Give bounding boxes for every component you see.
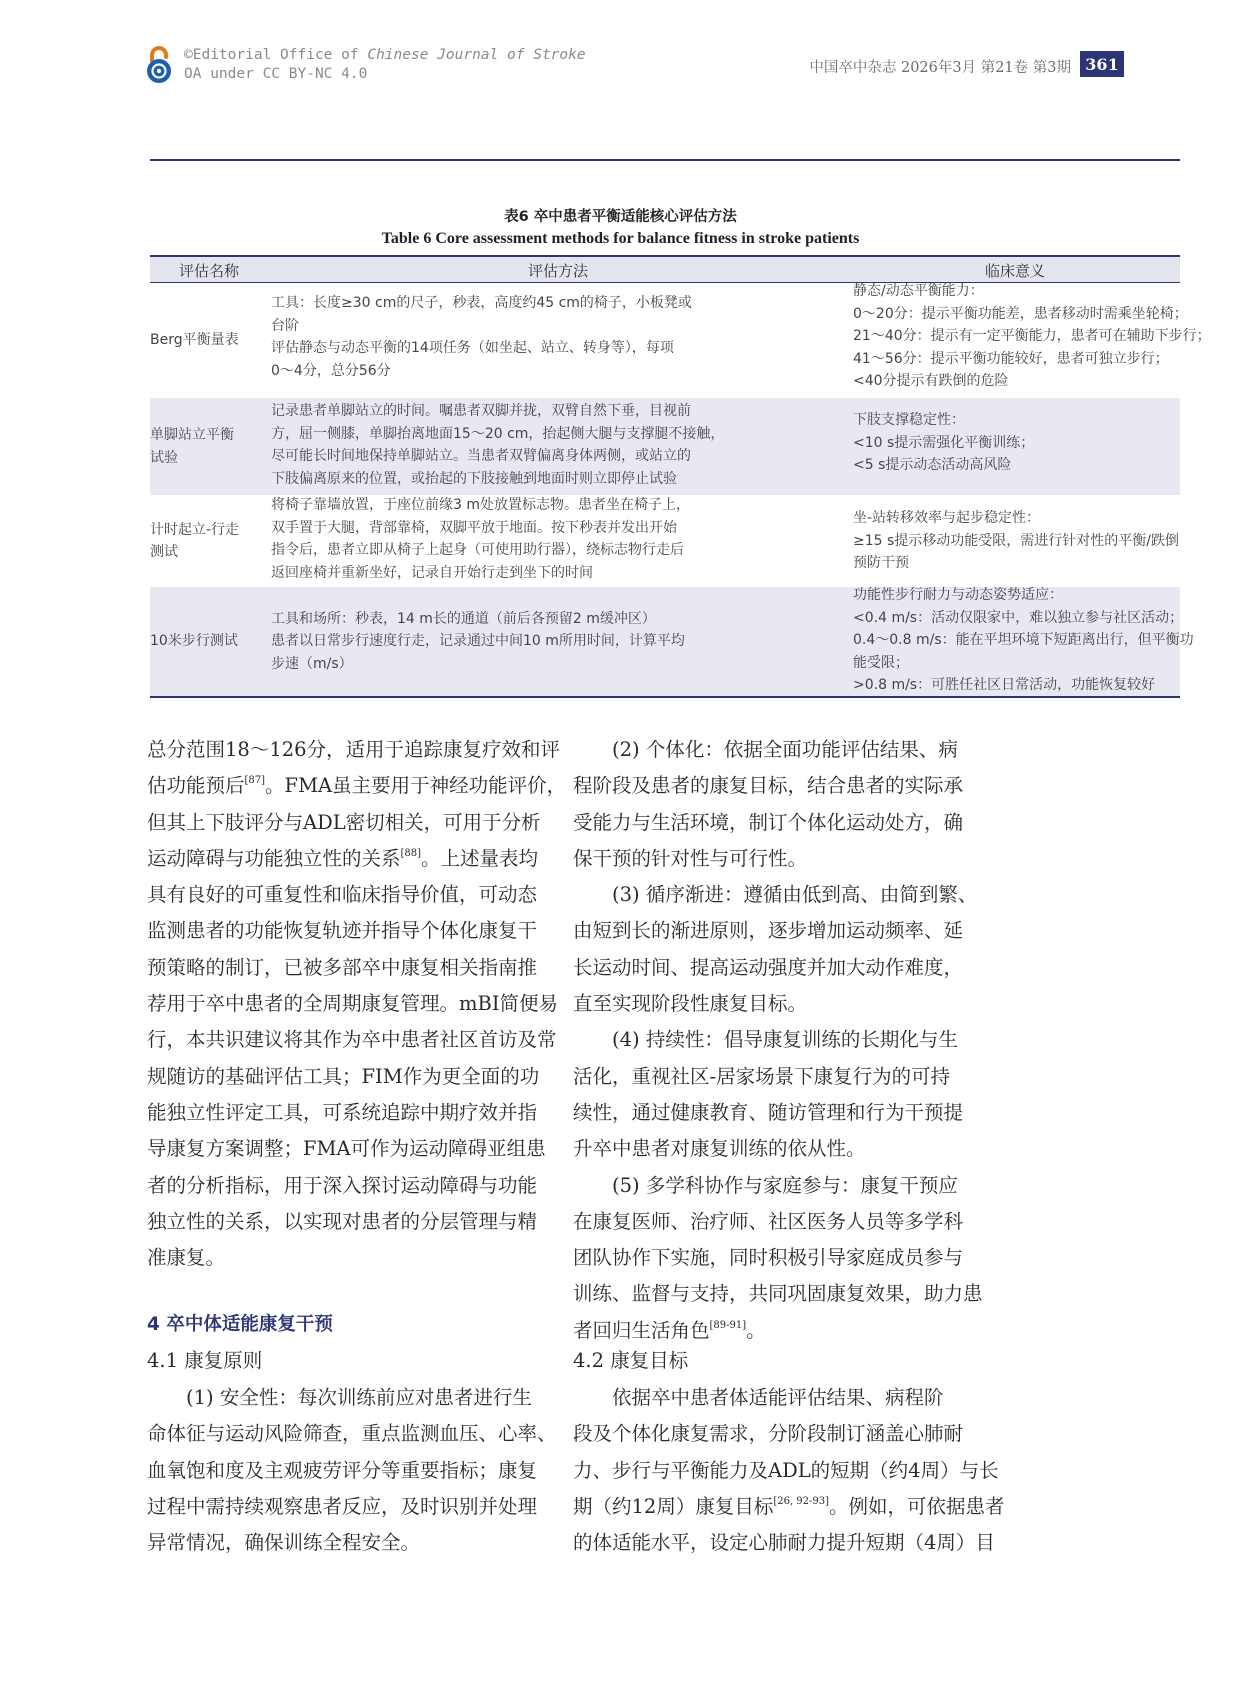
text-run: 直至实现阶段性康复目标。 xyxy=(573,992,808,1016)
text-run: 续性，通过健康教育、随访管理和行为干预提 xyxy=(573,1100,964,1124)
left-column-text-2 xyxy=(147,1380,557,1561)
meaning-line: 静态/动态平衡能力： xyxy=(853,283,984,299)
text-run: 血氧饱和度及主观疲劳评分等重要指标；康复 xyxy=(147,1458,538,1482)
method-line: 方，屈一侧膝，单脚抬离地面15～20 cm，抬起侧大腿与支撑腿不接触， xyxy=(271,425,725,442)
citation-ref: [89-91] xyxy=(709,1319,747,1331)
method-line: 双手置于大腿，背部靠椅，双脚平放于地面。按下秒表并发出开始 xyxy=(271,519,677,536)
row-meaning-cell xyxy=(853,495,1179,587)
table-header-row xyxy=(150,255,1180,283)
meaning-line: 21～40分：提示有一定平衡能力，患者可在辅助下步行； xyxy=(853,328,1211,344)
column-header-meaning: 临床意义 xyxy=(984,261,1045,280)
text-line xyxy=(573,1240,983,1276)
text-run: 由短到长的渐进原则，逐步增加运动频率、延 xyxy=(573,919,964,943)
text-line xyxy=(573,1276,983,1312)
text-run: 。例如，可依据患者 xyxy=(829,1494,1005,1518)
method-line: 下肢偏离原来的位置，或抬起的下肢接触到地面时则立即停止试验 xyxy=(271,470,677,487)
citation-ref: [88] xyxy=(400,847,422,859)
row-name-cell xyxy=(150,398,268,495)
text-line xyxy=(147,732,566,768)
text-line xyxy=(573,841,983,877)
text-run: 导康复方案调整；FMA可作为运动障碍亚组患 xyxy=(147,1137,546,1161)
text-run: 。 xyxy=(746,1318,766,1342)
text-line xyxy=(573,913,983,949)
table-row xyxy=(150,283,1211,398)
text-line xyxy=(573,1525,1005,1561)
method-line: 工具：长度≥30 cm的尺子，秒表，高度约45 cm的椅子，小板凳或 xyxy=(271,295,692,311)
meaning-line: <5 s提示动态活动高风险 xyxy=(853,457,1012,474)
row-name-line: 单脚站立平衡 xyxy=(150,427,234,443)
text-run: 升卒中患者对康复训练的依从性。 xyxy=(573,1137,866,1161)
subsection-heading: 4.1 康复原则 xyxy=(147,1349,263,1372)
text-run: 。FMA虽主要用于神经功能评价， xyxy=(265,774,567,798)
text-line xyxy=(573,1453,1005,1489)
text-run: 总分范围18～126分，适用于追踪康复疗效和评 xyxy=(147,738,561,761)
text-run: 能独立性评定工具，可系统追踪中期疗效并指 xyxy=(147,1100,538,1124)
text-line xyxy=(147,768,566,804)
text-line xyxy=(573,1380,1005,1416)
section-heading: 4 卒中体适能康复干预 xyxy=(147,1314,333,1335)
text-line xyxy=(147,1453,557,1489)
citation-ref: [26, 92-93] xyxy=(773,1495,830,1507)
meaning-line: 坐-站转移效率与起步稳定性： xyxy=(853,510,1041,527)
row-name-line: 计时起立-行走 xyxy=(150,521,240,538)
table-caption-cn: 表6 卒中患者平衡适能核心评估方法 xyxy=(504,209,737,225)
method-line: 将椅子靠墙放置，于座位前缘3 m处放置标志物。患者坐在椅子上， xyxy=(271,497,690,513)
text-run: 团队协作下实施，同时积极引导家庭成员参与 xyxy=(573,1246,964,1270)
text-run: 异常情况，确保训练全程安全。 xyxy=(147,1531,421,1555)
method-line: 记录患者单脚站立的时间。嘱患者双脚并拢，双臂自然下垂，目视前 xyxy=(271,403,691,419)
text-line xyxy=(147,1204,566,1240)
text-line xyxy=(147,1022,566,1058)
citation-ref: [87] xyxy=(244,775,266,787)
text-run: 但其上下肢评分与ADL密切相关，可用于分析 xyxy=(147,810,541,834)
row-name-line: 测试 xyxy=(150,544,178,560)
text-line xyxy=(147,1380,557,1416)
text-line xyxy=(147,805,566,841)
text-line xyxy=(573,1095,983,1131)
meaning-line: <10 s提示需强化平衡训练； xyxy=(853,434,1035,451)
method-line: 尽可能长时间地保持单脚站立。当患者双臂偏离身体两侧，或站立的 xyxy=(271,448,691,464)
method-line: 指令后，患者立即从椅子上起身（可使用助行器），绕标志物行走后 xyxy=(271,542,684,558)
text-run: 期（约12周）康复目标 xyxy=(573,1494,774,1518)
method-line: 返回座椅并重新坐好，记录自开始行走到坐下的时间 xyxy=(271,564,593,581)
text-run: 活化，重视社区-居家场景下康复行为的可持 xyxy=(573,1064,951,1088)
text-run: (5) 多学科协作与家庭参与：康复干预应 xyxy=(612,1173,958,1197)
text-line xyxy=(573,1313,983,1349)
meaning-line: 41～56分：提示平衡功能较好，患者可独立步行； xyxy=(853,350,1169,367)
text-line xyxy=(147,1168,566,1204)
text-line xyxy=(573,1022,983,1058)
text-run: 训练、监督与支持，共同巩固康复效果，助力患 xyxy=(573,1282,983,1306)
license-text: OA under CC BY-NC 4.0 xyxy=(184,66,368,82)
text-run: 者的分析指标，用于深入探讨运动障碍与功能 xyxy=(147,1173,538,1197)
text-run: 力、步行与平衡能力及ADL的短期（约4周）与长 xyxy=(573,1458,999,1482)
row-name-line: 试验 xyxy=(150,449,178,466)
column-header-name: 评估名称 xyxy=(178,261,239,280)
text-run: 荐用于卒中患者的全周期康复管理。mBI简便易 xyxy=(147,992,559,1016)
meaning-line: ≥15 s提示移动功能受限，需进行针对性的平衡/跌倒 xyxy=(853,532,1180,549)
right-column-text xyxy=(573,732,983,1349)
meaning-line: <0.4 m/s：活动仅限家中，难以独立参与社区活动； xyxy=(853,609,1184,626)
header-citation: 中国卒中杂志 2026年3月 第21卷 第3期 xyxy=(809,60,1071,76)
table-row xyxy=(150,495,1180,587)
header-rule xyxy=(150,159,1180,161)
meaning-line: 下肢支撑稳定性： xyxy=(853,412,965,429)
text-run: 命体征与运动风险筛查，重点监测血压、心率、 xyxy=(147,1422,557,1446)
method-line: 评估静态与动态平衡的14项任务（如坐起、站立、转身等），每项 xyxy=(271,340,674,356)
table-row xyxy=(150,398,1180,495)
left-column-text xyxy=(147,732,566,1276)
text-run: (3) 循序渐进：遵循由低到高、由简到繁、 xyxy=(612,883,978,907)
row-name-cell xyxy=(150,495,268,587)
row-meaning-cell xyxy=(853,280,1211,393)
row-name-cell xyxy=(150,587,268,696)
row-meaning-cell xyxy=(853,584,1194,697)
open-access-lock-icon xyxy=(144,44,174,84)
text-run: 。上述量表均 xyxy=(421,846,539,870)
method-line: 工具和场所：秒表，14 m长的通道（前后各预留2 m缓冲区） xyxy=(271,610,656,627)
text-line xyxy=(573,1131,983,1167)
text-line xyxy=(147,1131,566,1167)
text-run: 段及个体化康复需求，分阶段制订涵盖心肺耐 xyxy=(573,1422,964,1446)
text-run: 过程中需持续观察患者反应，及时识别并处理 xyxy=(147,1494,538,1518)
journal-name: Chinese Journal of Stroke xyxy=(367,47,586,63)
text-run: 运动障碍与功能独立性的关系 xyxy=(147,846,401,870)
method-line: 台阶 xyxy=(271,317,299,334)
right-column-text-2 xyxy=(573,1380,1005,1561)
text-run: (1) 安全性：每次训练前应对患者进行生 xyxy=(186,1386,532,1409)
text-run: 的体适能水平，设定心肺耐力提升短期（4周）目 xyxy=(573,1531,995,1555)
row-method-cell xyxy=(271,400,724,490)
text-line xyxy=(573,1204,983,1240)
text-line xyxy=(573,805,983,841)
table-row xyxy=(150,587,1194,696)
row-name-line: 10米步行测试 xyxy=(150,633,238,650)
text-line xyxy=(573,768,983,804)
text-line xyxy=(147,1525,557,1561)
text-run: 独立性的关系，以实现对患者的分层管理与精 xyxy=(147,1209,538,1233)
text-run: 保干预的针对性与可行性。 xyxy=(573,846,808,870)
text-line xyxy=(573,1168,983,1204)
text-line xyxy=(147,841,566,877)
page-number: 361 xyxy=(1080,51,1124,77)
meaning-line: 预防干预 xyxy=(853,555,909,572)
text-line xyxy=(573,986,983,1022)
copyright-text: ©Editorial Office of xyxy=(184,47,359,63)
meaning-line: 0.4～0.8 m/s：能在平坦环境下短距离出行，但平衡功 xyxy=(853,632,1194,648)
table-bottom-rule xyxy=(150,696,1180,698)
text-run: 依据卒中患者体适能评估结果、病程阶 xyxy=(612,1386,944,1409)
text-line xyxy=(147,1059,566,1095)
meaning-line: <40分提示有跌倒的危险 xyxy=(853,373,1009,389)
method-line: 步速（m/s） xyxy=(271,655,353,672)
meaning-line: 能受限； xyxy=(853,654,909,671)
row-method-cell xyxy=(271,292,692,382)
subsection-heading: 4.2 康复目标 xyxy=(573,1349,689,1372)
meaning-line: 功能性步行耐力与动态姿势适应： xyxy=(853,587,1063,603)
meaning-line: >0.8 m/s：可胜任社区日常活动，功能恢复较好 xyxy=(853,677,1156,693)
text-run: 行，本共识建议将其作为卒中患者社区首访及常 xyxy=(147,1028,557,1052)
header-license xyxy=(184,46,586,84)
text-line xyxy=(147,1240,566,1276)
text-line xyxy=(573,1059,983,1095)
text-run: 监测患者的功能恢复轨迹并指导个体化康复干 xyxy=(147,919,538,943)
method-line: 0～4分，总分56分 xyxy=(271,362,391,379)
method-line: 患者以日常步行速度行走，记录通过中间10 m所用时间，计算平均 xyxy=(271,633,685,650)
text-line xyxy=(573,950,983,986)
text-run: 估功能预后 xyxy=(147,774,245,798)
column-header-method: 评估方法 xyxy=(527,261,588,280)
text-line xyxy=(147,877,566,913)
row-method-cell xyxy=(271,494,690,584)
text-line xyxy=(147,1489,557,1525)
text-line xyxy=(573,732,983,768)
text-run: 长运动时间、提高运动强度并加大动作难度， xyxy=(573,955,964,979)
table-caption-en: Table 6 Core assessment methods for balance fitness in stroke patients xyxy=(381,230,860,247)
text-run: (4) 持续性：倡导康复训练的长期化与生 xyxy=(612,1028,958,1052)
text-run: 程阶段及患者的康复目标，结合患者的实际承 xyxy=(573,774,964,798)
text-line xyxy=(147,913,566,949)
text-line xyxy=(147,1095,566,1131)
text-run: 准康复。 xyxy=(147,1246,226,1270)
row-method-cell xyxy=(271,587,685,696)
row-name-cell xyxy=(150,283,268,398)
text-run: 者回归生活角色 xyxy=(573,1318,710,1342)
text-line xyxy=(147,950,566,986)
text-line xyxy=(573,1489,1005,1525)
text-run: 在康复医师、治疗师、社区医务人员等多学科 xyxy=(573,1209,964,1233)
text-run: 受能力与生活环境，制订个体化运动处方，确 xyxy=(573,810,964,834)
text-run: (2) 个体化：依据全面功能评估结果、病 xyxy=(612,738,958,761)
text-line xyxy=(573,877,983,913)
text-run: 具有良好的可重复性和临床指导价值，可动态 xyxy=(147,883,538,907)
text-line xyxy=(147,1416,557,1452)
meaning-line: 0～20分：提示平衡功能差，患者移动时需乘坐轮椅； xyxy=(853,305,1188,322)
text-run: 预策略的制订，已被多部卒中康复相关指南推 xyxy=(147,955,538,979)
text-line xyxy=(573,1416,1005,1452)
text-line xyxy=(147,986,566,1022)
row-meaning-cell xyxy=(853,398,1034,488)
row-name-line: Berg平衡量表 xyxy=(150,332,239,349)
text-run: 规随访的基础评估工具；FIM作为更全面的功 xyxy=(147,1064,540,1088)
